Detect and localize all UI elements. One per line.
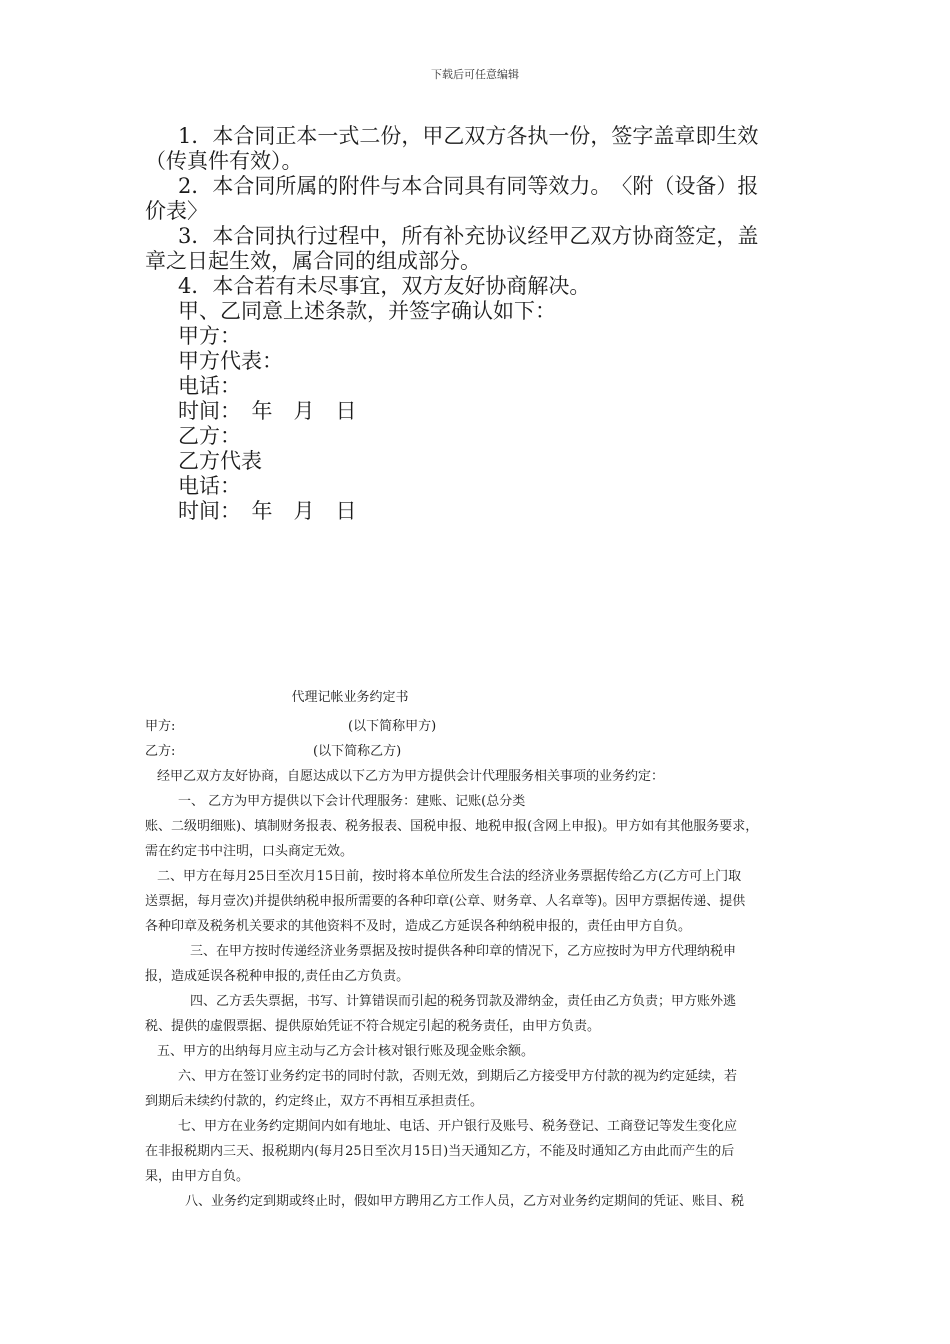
agree-line: 甲、乙同意上述条款，并签字确认如下： [178,299,556,323]
agreement-line: 在非报税期内三天、报税期内(每月25日至次月15日)当天通知乙方，不能及时通知乙方由此而产生的后 [145,1144,735,1159]
clause-line: 价表〉 [145,199,208,223]
page-header: 下载后可任意编辑 [431,68,519,81]
agreement-line: 六、甲方在签订业务约定书的同时付款，否则无效，到期后乙方接受甲方付款的视为约定延续，若 [178,1069,738,1084]
sign-phone-a: 电话： [178,374,241,398]
contract-clauses [145,124,825,524]
agreement-line: 二、甲方在每月25日至次月15日前，按时将本单位所发生合法的经济业务票据传给乙方(乙方可上门取 [157,869,742,884]
agreement-title: 代理记帐业务约定书 [291,690,409,705]
agreement-line: 四、乙方丢失票据，书写、计算错误而引起的税务罚款及滞纳金，责任由乙方负责；甲方账外逃 [190,994,737,1009]
sign-date-b: 时间： 年 月 日 [178,499,357,523]
party-b-line [145,739,820,764]
agreement-line: 到期后未续约付款的，约定终止，双方不再相互承担责任。 [145,1094,484,1109]
agreement-line: 一、 乙方为甲方提供以下会计代理服务：建账、记账(总分类 [178,794,526,809]
agreement-line: 七、甲方在业务约定期间内如有地址、电话、开户银行及账号、税务登记、工商登记等发生变化应 [178,1119,738,1134]
agreement-line: 账、二级明细账)、填制财务报表、税务报表、国税申报、地税申报(含网上申报)。甲方如有其他服务要求， [145,819,759,834]
sign-party-b-rep: 乙方代表 [178,449,262,473]
agreement-line: 税、提供的虚假票据、提供原始凭证不符合规定引起的税务责任，由甲方负责。 [145,1019,601,1034]
agreement-line: 送票据，每月壹次)并提供纳税申报所需要的各种印章(公章、财务章、人名章等)。因甲方票据传递、提供 [145,894,746,909]
sign-date-a: 时间： 年 月 日 [178,399,357,423]
sign-party-a-rep: 甲方代表： [178,349,283,373]
agreement-line: 五、甲方的出纳每月应主动与乙方会计核对银行账及现金账余额。 [157,1044,535,1059]
agreement-line: 各种印章及税务机关要求的其他资料不及时，造成乙方延误各种纳税申报的，责任由甲方自负。 [145,919,692,934]
agreement-line: 需在约定书中注明，口头商定无效。 [145,844,354,859]
sign-party-b: 乙方： [178,424,241,448]
agreement-line: 三、在甲方按时传递经济业务票据及按时提供各种印章的情况下，乙方应按时为甲方代理纳税申 [190,944,737,959]
sign-party-a: 甲方： [178,324,241,348]
party-a-label: 甲方: [145,719,176,734]
agreement-line: 报，造成延误各税种申报的,责任由乙方负责。 [145,969,410,984]
clause-line: （传真件有效）。 [145,149,303,173]
clause-line: 章之日起生效，属合同的组成部分。 [145,249,481,273]
agreement-line: 果，由甲方自负。 [145,1169,250,1184]
agreement-body [145,714,820,1214]
clause-line: 4．本合若有未尽事宜，双方友好协商解决。 [178,274,591,298]
clause-line: 3．本合同执行过程中，所有补充协议经甲乙双方协商签定，盖 [178,224,759,248]
clause-line: 2．本合同所属的附件与本合同具有同等效力。 〈附（设备）报 [178,174,759,198]
agreement-line: 八、业务约定到期或终止时，假如甲方聘用乙方工作人员，乙方对业务约定期间的凭证、账目、税 [185,1194,745,1209]
sign-phone-b: 电话： [178,474,241,498]
clause-line: 1．本合同正本一式二份，甲乙双方各执一份，签字盖章即生效 [178,124,759,148]
party-b-label: 乙方: [145,744,176,759]
party-b-note: (以下简称乙方) [313,744,402,759]
party-a-note: (以下简称甲方) [348,719,437,734]
party-a-line [145,714,820,739]
intro-paragraph: 经甲乙双方友好协商，自愿达成以下乙方为甲方提供会计代理服务相关事项的业务约定： [157,769,665,784]
